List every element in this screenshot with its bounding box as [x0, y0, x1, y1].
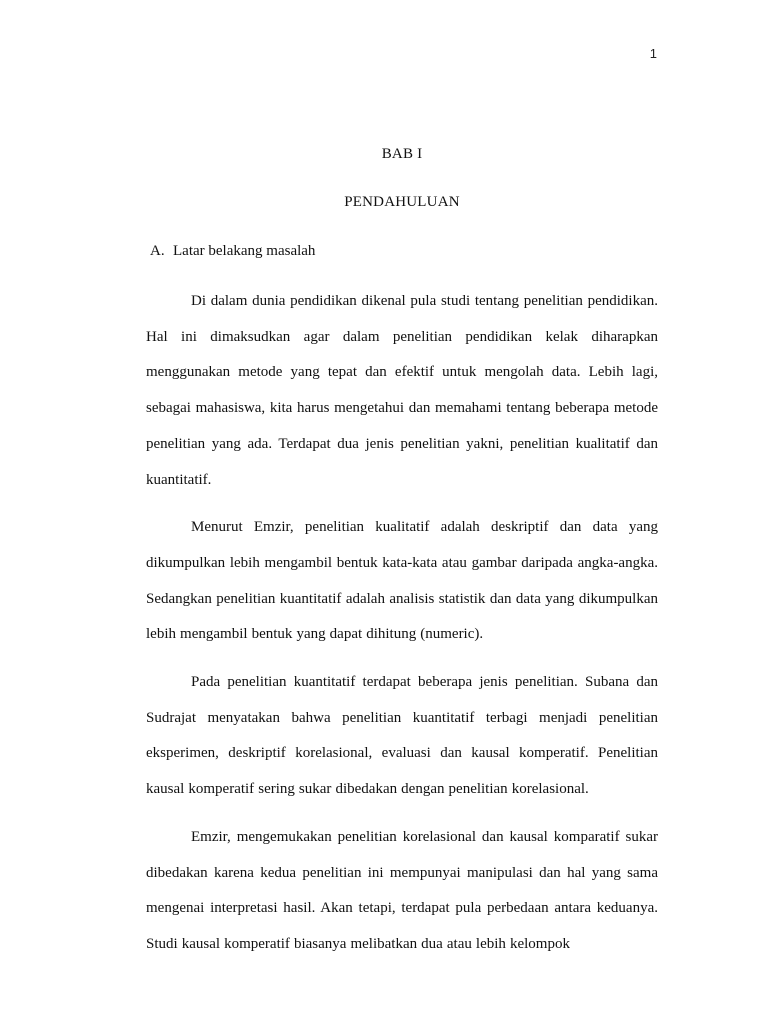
paragraph-3: Pada penelitian kuantitatif terdapat beberapa jenis penelitian. Subana dan Sudrajat menyatakan bahwa penelitian kuantitatif terbagi menjadi penelitian eksperimen, deskriptif korelasional, evaluasi dan kausal komperatif. Penelitian kausal komperatif sering sukar dibedakan dengan penelitian korelasional.	[146, 674, 658, 798]
section-heading-text: Latar belakang masalah	[173, 243, 316, 259]
paragraph-4: Emzir, mengemukakan penelitian korelasional dan kausal komparatif sukar dibedakan karena kedua penelitian ini mempunyai manipulasi dan hal yang sama mengenai interpretasi hasil. Akan tetapi, terdapat pula perbedaan antara keduanya. Studi kausal komperatif biasanya melibatkan dua atau lebih kelompok	[146, 828, 658, 952]
section-marker: A.	[150, 243, 165, 259]
page-number: 1	[649, 46, 657, 61]
chapter-subtitle: PENDAHULUAN	[344, 194, 460, 210]
section-heading	[150, 243, 315, 260]
paragraph-1: Di dalam dunia pendidikan dikenal pula studi tentang penelitian pendidikan. Hal ini dimaksudkan agar dalam penelitian pendidikan kelak diharapkan menggunakan metode yang tepat dan efektif untuk mengolah data. Lebih lagi, sebagai mahasiswa, kita harus mengetahui dan memahami tentang beberapa metode penelitian yang ada. Terdapat dua jenis penelitian yakni, penelitian kualitatif dan kuantitatif.	[146, 293, 658, 488]
paragraph-2: Menurut Emzir, penelitian kualitatif adalah deskriptif dan data yang dikumpulkan lebih mengambil bentuk kata-kata atau gambar daripada angka-angka. Sedangkan penelitian kuantitatif adalah analisis statistik dan data yang dikumpulkan lebih mengambil bentuk yang dapat dihitung (numeric).	[146, 519, 658, 643]
chapter-title: BAB I	[381, 146, 423, 162]
body-text	[146, 284, 658, 975]
